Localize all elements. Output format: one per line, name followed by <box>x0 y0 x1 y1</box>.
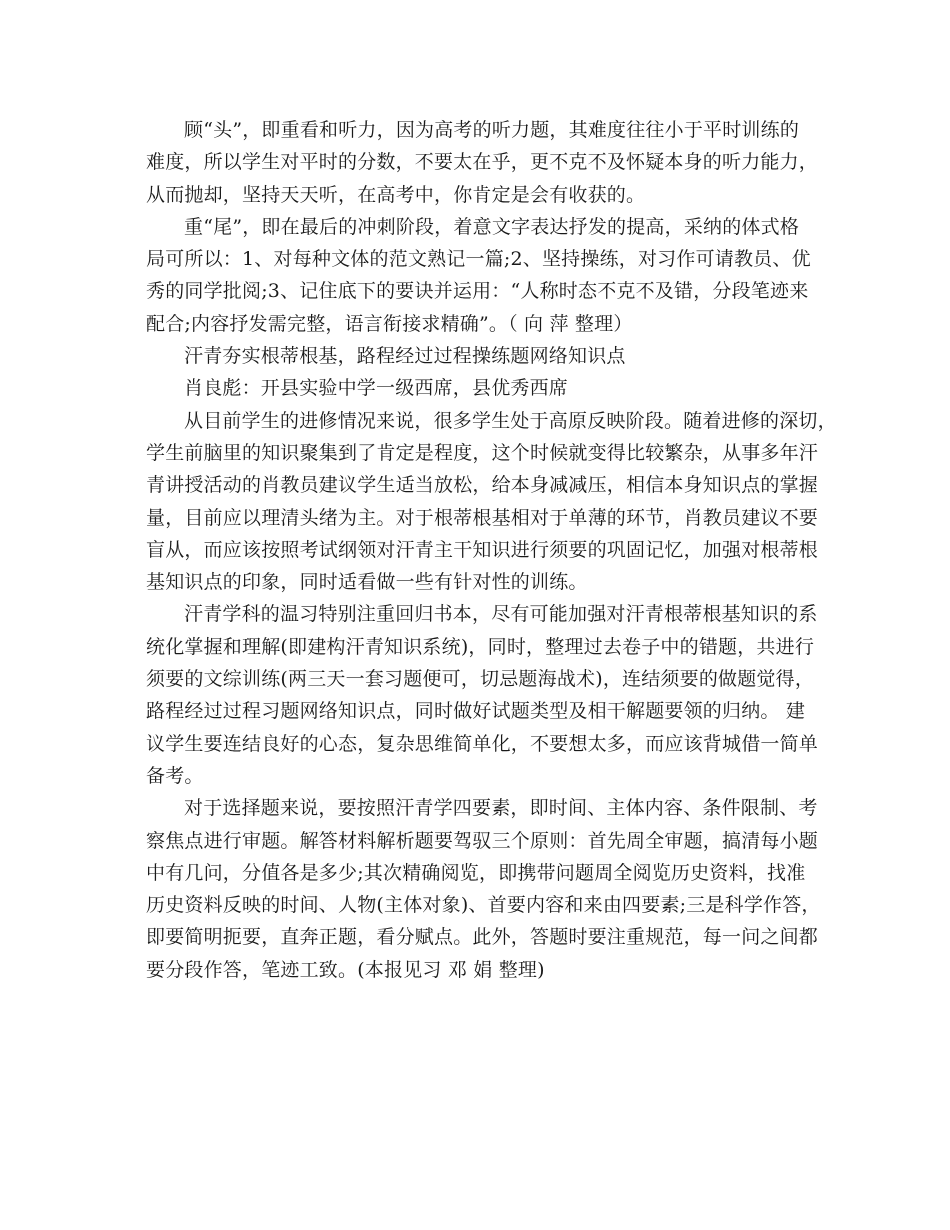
text-line: 汗青夯实根蒂根基，路程经过过程操练题网络知识点 <box>184 345 626 368</box>
text-line: 秀的同学批阅;3、记住底下的要诀并运用：“人称时态不克不及错，分段笔迹来 <box>146 280 809 303</box>
text-line: 从而抛却，坚持天天听，在高考中，你肯定是会有收获的。 <box>146 183 646 206</box>
text-line: 察焦点进行审题。解答材料解析题要驾驭三个原则：首先周全审题，搞清每小题 <box>146 829 819 852</box>
text-line: 汗青学科的温习特别注重回归书本，尽有可能加强对汗青根蒂根基知识的系 <box>184 603 818 626</box>
text-line: 配合;内容抒发需完整，语言衔接求精确”。（ 向 萍 整理） <box>146 312 633 335</box>
text-line: 局可所以：1、对每种文体的范文熟记一篇;2、坚持操练，对习作可请教员、优 <box>146 248 811 271</box>
document-page <box>146 114 837 986</box>
text-line: 肖良彪：开县实验中学一级西席，县优秀西席 <box>184 377 569 400</box>
text-line: 青讲授活动的肖教员建议学生适当放松，给本身减减压，相信本身知识点的掌握 <box>146 474 819 497</box>
text-line: 须要的文综训练(两三天一套习题便可，切忌题海战术)，连结须要的做题觉得， <box>146 668 815 691</box>
text-line: 从目前学生的进修情况来说，很多学生处于高原反映阶段。随着进修的深切， <box>184 409 837 432</box>
text-line: 要分段作答，笔迹工致。(本报见习 邓 娟 整理) <box>146 958 545 981</box>
text-line: 中有几问，分值各是多少;其次精确阅览，即携带问题周全阅览历史资料，找准 <box>146 861 806 884</box>
text-line: 顾“头”，即重看和听力，因为高考的听力题，其难度往往小于平时训练的 <box>184 119 800 141</box>
text-line: 学生前脑里的知识聚集到了肯定是程度，这个时候就变得比较繁杂，从事多年汗 <box>146 441 819 464</box>
text-line: 即要简明扼要，直奔正题，看分赋点。此外，答题时要注重规范，每一问之间都 <box>146 926 819 949</box>
text-line: 路程经过过程习题网络知识点，同时做好试题类型及相干解题要领的归纳。 建 <box>146 700 806 723</box>
text-line: 历史资料反映的时间、人物(主体对象)、首要内容和来由四要素;三是科学作答， <box>146 894 821 917</box>
text-line: 盲从，而应该按照考试纲领对汗青主干知识进行须要的巩固记忆，加强对根蒂根 <box>146 538 819 561</box>
text-line: 量，目前应以理清头绪为主。对于根蒂根基相对于单薄的环节，肖教员建议不要 <box>146 506 819 529</box>
text-line: 重“尾”，即在最后的冲刺阶段，着意文字表达抒发的提高，采纳的体式格 <box>184 215 800 238</box>
text-line: 对于选择题来说，要按照汗青学四要素，即时间、主体内容、条件限制、考 <box>184 797 818 820</box>
text-line: 基知识点的印象，同时适看做一些有针对性的训练。 <box>146 571 588 594</box>
text-line: 难度，所以学生对平时的分数，不要太在乎，更不克不及怀疑本身的听力能力， <box>146 151 819 174</box>
text-line: 备考。 <box>146 764 204 787</box>
text-line: 统化掌握和理解(即建构汗青知识系统)，同时，整理过去卷子中的错题，共进行 <box>146 635 815 658</box>
text-line: 议学生要连结良好的心态，复杂思维简单化，不要想太多，而应该背城借一简单 <box>146 732 819 755</box>
